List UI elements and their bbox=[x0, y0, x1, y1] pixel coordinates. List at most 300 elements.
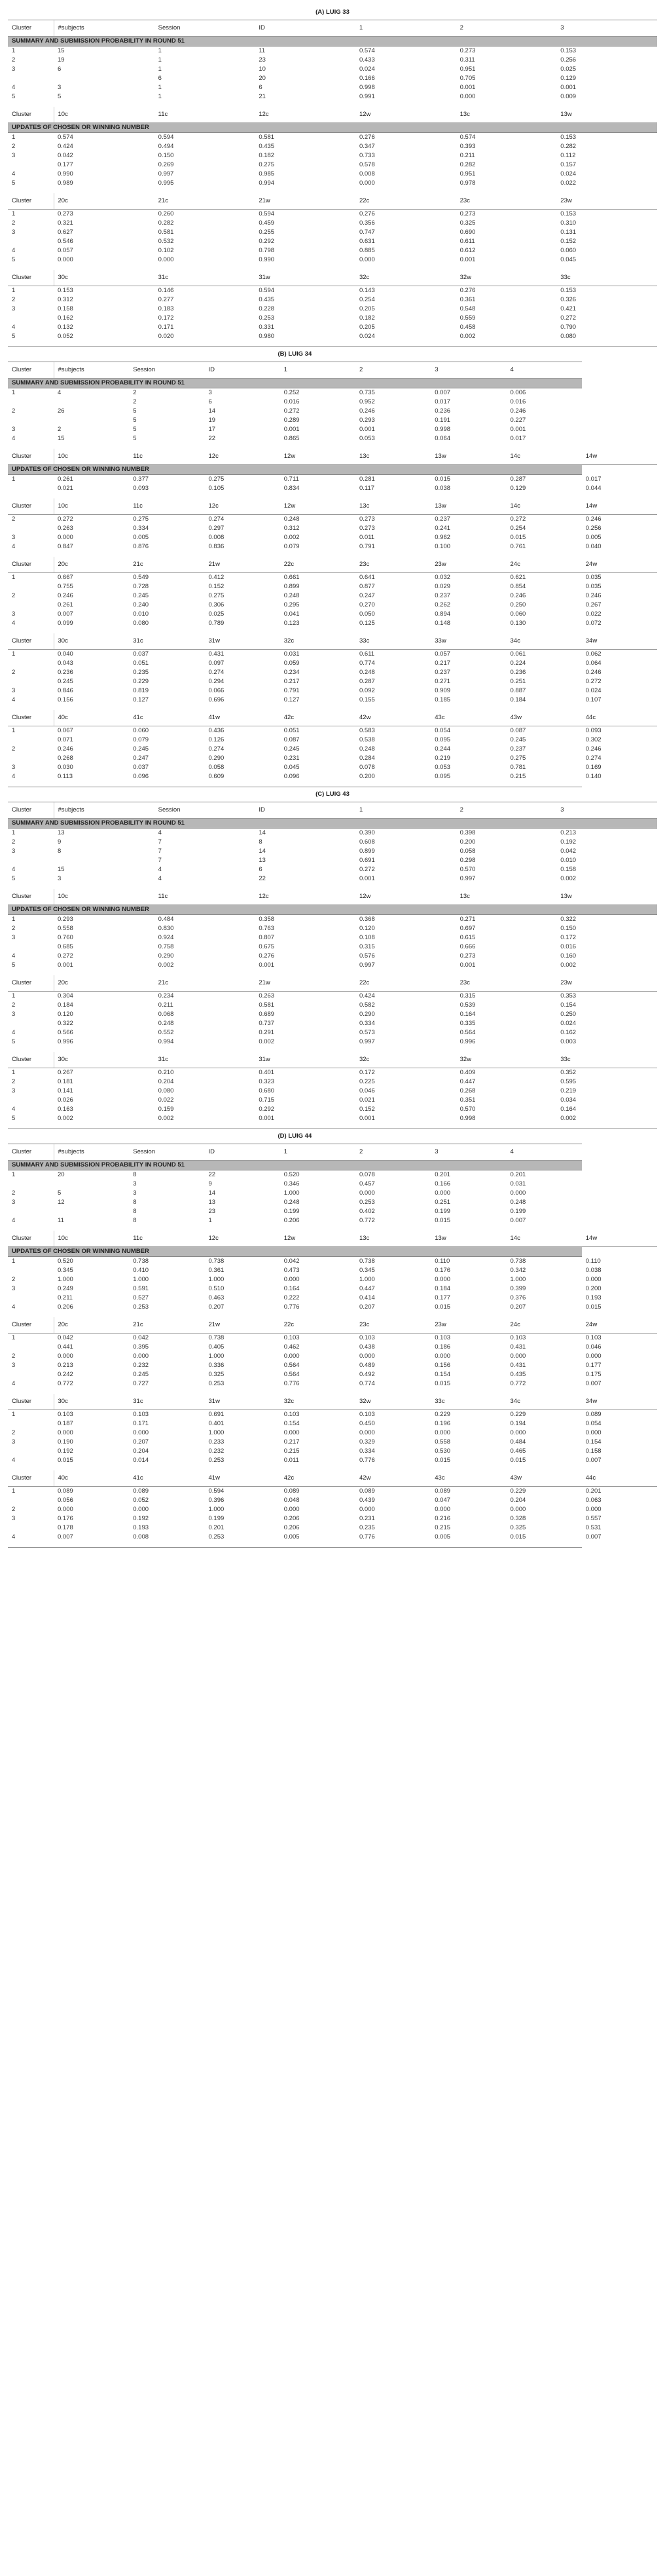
spacer-row bbox=[8, 705, 657, 710]
table-cell: 0.099 bbox=[58, 620, 73, 627]
table-cell: 0.435 bbox=[259, 296, 275, 303]
table-cell: 0.246 bbox=[58, 592, 73, 599]
table-cell: 0.017 bbox=[435, 398, 451, 405]
table-cell: 0.235 bbox=[359, 1524, 375, 1531]
table-row bbox=[8, 133, 657, 143]
table-cell: 0.998 bbox=[459, 1115, 476, 1122]
table-cell bbox=[8, 659, 54, 668]
table-cell: 4 bbox=[158, 866, 162, 873]
table-cell: 2 bbox=[12, 745, 16, 753]
header-cell: 41w bbox=[205, 710, 280, 726]
table-cell: 0.273 bbox=[359, 525, 375, 532]
table-cell: 1.000 bbox=[283, 1189, 300, 1197]
table-cell: 0.057 bbox=[435, 650, 451, 658]
table-cell: 15 bbox=[58, 47, 65, 54]
header-cell: 33c bbox=[556, 1052, 657, 1068]
table-cell: 0.089 bbox=[435, 1487, 451, 1495]
table-header-row bbox=[8, 449, 657, 465]
table-cell: 1 bbox=[12, 1258, 16, 1265]
table-row bbox=[8, 314, 657, 323]
table-cell: 0.172 bbox=[359, 1069, 375, 1076]
table-cell: 0.270 bbox=[359, 601, 375, 608]
header-cell: 32c bbox=[355, 1052, 456, 1068]
table-cell: 0.153 bbox=[560, 134, 577, 141]
table-cell: 0.830 bbox=[158, 925, 174, 932]
table-cell: 4 bbox=[12, 866, 16, 873]
table-cell: 0.192 bbox=[560, 838, 577, 846]
table-cell: 0.326 bbox=[560, 296, 577, 303]
table-row bbox=[8, 1114, 657, 1123]
spacer-row bbox=[8, 443, 657, 449]
header-cell: 33c bbox=[355, 633, 431, 650]
table-row bbox=[8, 228, 657, 237]
header-cell: 21c bbox=[154, 193, 255, 210]
table-cell: 0.738 bbox=[359, 1258, 375, 1265]
table-cell: 0.447 bbox=[359, 1285, 375, 1292]
table-cell: 0.237 bbox=[510, 745, 526, 753]
header-cell: 21w bbox=[255, 193, 355, 210]
table-row bbox=[8, 1266, 657, 1275]
table-cell: 0.204 bbox=[158, 1078, 174, 1085]
table-cell: 0.237 bbox=[435, 592, 451, 599]
table-cell: 0.899 bbox=[359, 848, 375, 855]
header-cell: 43c bbox=[431, 710, 506, 726]
header-cell: 42c bbox=[280, 1470, 355, 1487]
header-cell: 42w bbox=[355, 710, 431, 726]
table-cell: 1 bbox=[12, 1171, 16, 1178]
table-cell: 0.274 bbox=[208, 745, 225, 753]
table-cell: 0.060 bbox=[510, 610, 526, 618]
spacer bbox=[8, 493, 582, 498]
table-cell bbox=[8, 1343, 54, 1352]
table-cell: 0.000 bbox=[510, 1506, 526, 1513]
header-cell: 12c bbox=[205, 1231, 280, 1247]
table-cell: 0.689 bbox=[259, 1011, 275, 1018]
header-cell: 12c bbox=[205, 498, 280, 515]
table-cell: 0.989 bbox=[58, 179, 73, 187]
header-cell: 21w bbox=[205, 557, 280, 573]
table-cell: 0.334 bbox=[359, 1020, 375, 1027]
table-cell: 0.272 bbox=[585, 678, 602, 685]
table-cell: 0.047 bbox=[435, 1497, 451, 1504]
table-row bbox=[8, 829, 657, 838]
table-cell: 0.302 bbox=[585, 736, 602, 743]
table-cell: 3 bbox=[12, 934, 16, 941]
header-cell: 32w bbox=[456, 270, 557, 286]
table-cell: 0.245 bbox=[133, 592, 149, 599]
table-cell: 0.401 bbox=[259, 1069, 275, 1076]
header-cell: #subjects bbox=[54, 362, 129, 379]
table-cell: 0.210 bbox=[158, 1069, 174, 1076]
table-cell: 1 bbox=[12, 1334, 16, 1341]
header-cell: 23w bbox=[556, 975, 657, 992]
table-cell: 0.962 bbox=[435, 534, 451, 541]
table-cell: 0.245 bbox=[510, 736, 526, 743]
table-cell: 1 bbox=[158, 84, 162, 91]
table-cell: 0.001 bbox=[259, 1115, 275, 1122]
header-cell: 43c bbox=[431, 1470, 506, 1487]
table-row bbox=[8, 542, 657, 551]
table-cell: 0.248 bbox=[359, 669, 375, 676]
table-cell bbox=[54, 398, 129, 407]
table-row bbox=[8, 1487, 657, 1497]
table-cell: 0.275 bbox=[208, 476, 225, 483]
table-cell: 0.747 bbox=[359, 229, 375, 236]
section-table bbox=[8, 1129, 657, 1548]
header-cell: 12w bbox=[355, 107, 456, 123]
table-cell: 0.994 bbox=[158, 1038, 174, 1045]
table-cell: 1.000 bbox=[208, 1506, 225, 1513]
table-cell: 0.015 bbox=[435, 1303, 451, 1311]
table-cell: 5 bbox=[12, 1038, 16, 1045]
table-cell: 0.877 bbox=[359, 583, 375, 590]
table-cell: 0.325 bbox=[208, 1371, 225, 1378]
table-header-row bbox=[8, 193, 657, 210]
table-cell: 0.007 bbox=[58, 610, 73, 618]
table-cell: 0.237 bbox=[435, 669, 451, 676]
table-cell: 0.000 bbox=[585, 1506, 602, 1513]
table-cell: 0.310 bbox=[560, 219, 577, 227]
table-cell: 0.000 bbox=[585, 1353, 602, 1360]
table-cell: 3 bbox=[12, 152, 16, 159]
spacer-row bbox=[8, 1225, 657, 1231]
table-cell: 0.006 bbox=[510, 389, 526, 396]
table-cell: 0.272 bbox=[283, 407, 300, 415]
header-cell: Cluster bbox=[8, 710, 54, 726]
header-cell: 34c bbox=[507, 633, 582, 650]
header-cell: 20c bbox=[54, 557, 129, 573]
spacer-row bbox=[8, 551, 657, 557]
table-cell: 0.123 bbox=[283, 620, 300, 627]
table-cell: 0.087 bbox=[283, 736, 300, 743]
table-cell: 0.549 bbox=[133, 574, 149, 581]
header-cell: 34c bbox=[507, 1394, 582, 1410]
table-cell: 0.272 bbox=[359, 866, 375, 873]
table-cell: 3 bbox=[12, 1362, 16, 1369]
table-row bbox=[8, 847, 657, 856]
header-cell: 4 bbox=[507, 1144, 582, 1161]
header-cell: 13c bbox=[456, 107, 557, 123]
spacer-row bbox=[8, 628, 657, 633]
table-row bbox=[8, 295, 657, 305]
table-cell: 0.031 bbox=[283, 650, 300, 658]
table-cell: 0.564 bbox=[283, 1362, 300, 1369]
table-row bbox=[8, 1037, 657, 1047]
table-cell: 0.807 bbox=[259, 934, 275, 941]
header-cell: 23w bbox=[431, 1317, 506, 1334]
section-title: (A) LUIG 33 bbox=[8, 5, 657, 20]
section-banner-row bbox=[8, 379, 657, 388]
table-cell: 12 bbox=[58, 1199, 65, 1206]
table-cell: 0.675 bbox=[259, 943, 275, 950]
table-row bbox=[8, 961, 657, 970]
table-cell: 11 bbox=[259, 47, 266, 54]
table-cell: 0.199 bbox=[208, 1515, 225, 1522]
header-cell: 24c bbox=[507, 557, 582, 573]
table-cell: 0.100 bbox=[435, 543, 451, 550]
table-cell: 5 bbox=[12, 93, 16, 100]
table-cell: 0.187 bbox=[58, 1420, 73, 1427]
table-cell: 0.733 bbox=[359, 152, 375, 159]
table-cell: 2 bbox=[58, 426, 62, 433]
table-cell: 0.015 bbox=[510, 1533, 526, 1540]
table-row bbox=[8, 56, 657, 65]
table-cell: 0.000 bbox=[510, 1429, 526, 1436]
table-cell: 0.527 bbox=[133, 1294, 149, 1301]
spacer-row bbox=[8, 1047, 657, 1052]
table-cell: 2 bbox=[12, 1429, 16, 1436]
table-cell: 2 bbox=[12, 143, 16, 150]
table-cell: 0.462 bbox=[283, 1343, 300, 1351]
table-cell: 2 bbox=[12, 296, 16, 303]
header-cell: 42c bbox=[280, 710, 355, 726]
table-cell: 0.129 bbox=[560, 75, 577, 82]
table-cell: 0.143 bbox=[359, 287, 375, 294]
table-row bbox=[8, 1343, 657, 1352]
table-cell: 0.001 bbox=[459, 256, 476, 263]
table-cell: 0.096 bbox=[283, 773, 300, 780]
table-cell: 0.207 bbox=[133, 1438, 149, 1446]
table-cell: 2 bbox=[12, 407, 16, 415]
table-cell: 2 bbox=[133, 389, 137, 396]
table-cell: 5 bbox=[12, 875, 16, 882]
header-cell: 22c bbox=[280, 1317, 355, 1334]
table-cell: 0.211 bbox=[58, 1294, 73, 1301]
table-cell: 0.060 bbox=[560, 247, 577, 254]
header-cell: Session bbox=[154, 802, 255, 819]
section-banner: UPDATES OF CHOSEN OR WINNING NUMBER bbox=[8, 465, 582, 475]
table-cell: 1 bbox=[208, 1217, 212, 1224]
header-cell: 44c bbox=[582, 1470, 657, 1487]
table-row bbox=[8, 92, 657, 102]
table-row bbox=[8, 1438, 657, 1447]
table-cell: 0.865 bbox=[283, 435, 300, 442]
spacer-row bbox=[8, 341, 657, 347]
table-cell: 9 bbox=[208, 1180, 212, 1187]
header-cell: 11c bbox=[129, 1231, 204, 1247]
table-cell: 0.520 bbox=[58, 1258, 73, 1265]
table-cell: 0.215 bbox=[435, 1524, 451, 1531]
table-row bbox=[8, 659, 657, 668]
spacer bbox=[8, 1225, 582, 1231]
table-row bbox=[8, 475, 657, 485]
table-cell: 1 bbox=[12, 47, 16, 54]
table-cell: 0.064 bbox=[585, 660, 602, 667]
table-cell: 2 bbox=[12, 669, 16, 676]
table-cell: 0.790 bbox=[560, 324, 577, 331]
table-cell: 0.246 bbox=[58, 745, 73, 753]
table-cell: 0.435 bbox=[259, 143, 275, 150]
table-row bbox=[8, 388, 657, 398]
header-cell: 31w bbox=[205, 1394, 280, 1410]
table-cell: 0.282 bbox=[158, 219, 174, 227]
header-cell: 30c bbox=[54, 1394, 129, 1410]
table-cell: 0.242 bbox=[58, 1371, 73, 1378]
table-cell: 0.402 bbox=[359, 1208, 375, 1215]
table-cell: 0.155 bbox=[359, 696, 375, 703]
table-cell: 0.574 bbox=[459, 134, 476, 141]
table-cell: 0.037 bbox=[133, 764, 149, 771]
table-cell: 0.581 bbox=[259, 1001, 275, 1009]
table-cell: 0.697 bbox=[459, 925, 476, 932]
table-cell: 0.358 bbox=[259, 916, 275, 923]
table-cell: 3 bbox=[58, 875, 62, 882]
table-cell: 0.177 bbox=[585, 1362, 602, 1369]
table-cell: 0.001 bbox=[283, 426, 300, 433]
header-cell: 14c bbox=[507, 449, 582, 465]
table-cell: 0.996 bbox=[58, 1038, 73, 1045]
table-cell: 0.011 bbox=[359, 534, 375, 541]
table-cell: 4 bbox=[12, 247, 16, 254]
table-cell: 4 bbox=[12, 1217, 16, 1224]
table-cell: 0.494 bbox=[158, 143, 174, 150]
table-cell: 0.103 bbox=[133, 1411, 149, 1418]
table-cell: 5 bbox=[12, 333, 16, 340]
section-title-row bbox=[8, 1129, 657, 1144]
table-cell: 0.247 bbox=[359, 592, 375, 599]
section-banner: UPDATES OF CHOSEN OR WINNING NUMBER bbox=[8, 905, 657, 915]
table-cell: 0.185 bbox=[435, 696, 451, 703]
table-row bbox=[8, 745, 657, 754]
table-cell: 1.000 bbox=[359, 1276, 375, 1283]
table-cell: 0.247 bbox=[133, 755, 149, 762]
header-cell: 21w bbox=[255, 975, 355, 992]
table-cell: 0.057 bbox=[58, 247, 73, 254]
table-cell: 0.184 bbox=[58, 1001, 73, 1009]
table-cell: 0.103 bbox=[58, 1411, 73, 1418]
table-cell: 0.000 bbox=[58, 1506, 73, 1513]
table-cell: 0.899 bbox=[283, 583, 300, 590]
table-cell: 0.570 bbox=[459, 866, 476, 873]
table-cell: 0.201 bbox=[510, 1171, 526, 1178]
table-cell: 0.015 bbox=[510, 534, 526, 541]
table-cell: 0.038 bbox=[585, 1267, 602, 1274]
table-row bbox=[8, 1456, 657, 1465]
table-cell: 0.492 bbox=[359, 1371, 375, 1378]
table-cell: 0.044 bbox=[585, 485, 602, 492]
table-cell: 0.985 bbox=[259, 170, 275, 177]
table-cell: 0.791 bbox=[283, 687, 300, 694]
table-cell bbox=[8, 943, 54, 952]
header-cell: 2 bbox=[456, 802, 557, 819]
table-cell: 6 bbox=[208, 398, 212, 405]
table-cell: 0.232 bbox=[133, 1362, 149, 1369]
table-header-row bbox=[8, 1394, 657, 1410]
table-cell: 0.234 bbox=[283, 669, 300, 676]
table-cell: 0.254 bbox=[359, 296, 375, 303]
spacer bbox=[8, 1465, 582, 1470]
table-cell: 0.275 bbox=[510, 755, 526, 762]
spacer-row bbox=[8, 1542, 657, 1548]
table-cell: 0.727 bbox=[133, 1380, 149, 1387]
table-cell bbox=[8, 524, 54, 533]
table-cell: 6 bbox=[259, 866, 262, 873]
header-cell: 3 bbox=[431, 1144, 506, 1161]
table-cell bbox=[8, 1447, 54, 1456]
table-cell: 0.089 bbox=[585, 1411, 602, 1418]
table-cell: 0.000 bbox=[435, 1506, 451, 1513]
table-cell: 0.058 bbox=[459, 848, 476, 855]
table-cell: 0.015 bbox=[435, 1380, 451, 1387]
table-cell: 0.254 bbox=[510, 525, 526, 532]
table-cell: 0.007 bbox=[585, 1380, 602, 1387]
table-cell: 0.306 bbox=[208, 601, 225, 608]
table-cell: 0.040 bbox=[58, 650, 73, 658]
table-cell: 0.120 bbox=[58, 1011, 73, 1018]
table-cell: 0.169 bbox=[585, 764, 602, 771]
table-cell: 2 bbox=[12, 1506, 16, 1513]
table-row bbox=[8, 332, 657, 341]
header-cell: 2 bbox=[456, 20, 557, 37]
table-cell: 0.201 bbox=[208, 1524, 225, 1531]
table-cell: 0.248 bbox=[283, 515, 300, 523]
header-cell: Cluster bbox=[8, 1231, 54, 1247]
header-cell: 43w bbox=[507, 1470, 582, 1487]
table-cell: 0.246 bbox=[510, 407, 526, 415]
table-cell: 10 bbox=[259, 65, 266, 73]
header-cell: #subjects bbox=[54, 20, 154, 37]
table-cell: 0.609 bbox=[208, 773, 225, 780]
table-cell: 0.834 bbox=[283, 485, 300, 492]
header-cell: 24w bbox=[582, 557, 657, 573]
table-cell: 0.253 bbox=[208, 1380, 225, 1387]
table-cell: 2 bbox=[12, 592, 16, 599]
spacer-row bbox=[8, 1465, 657, 1470]
table-cell: 0.615 bbox=[459, 934, 476, 941]
table-row bbox=[8, 772, 657, 781]
table-row bbox=[8, 1019, 657, 1028]
table-cell: 0.053 bbox=[359, 435, 375, 442]
table-cell: 0.990 bbox=[259, 256, 275, 263]
table-cell: 0.758 bbox=[158, 943, 174, 950]
table-cell: 0.276 bbox=[259, 952, 275, 960]
header-cell: 10c bbox=[54, 449, 129, 465]
table-cell: 20 bbox=[58, 1171, 65, 1178]
table-cell: 0.431 bbox=[208, 650, 225, 658]
table-cell: 0.102 bbox=[158, 247, 174, 254]
table-cell: 0.001 bbox=[560, 84, 577, 91]
table-cell: 0.234 bbox=[158, 992, 174, 999]
table-cell: 0.206 bbox=[283, 1217, 300, 1224]
table-cell: 0.024 bbox=[560, 170, 577, 177]
table-cell: 0.051 bbox=[133, 660, 149, 667]
header-cell: 12c bbox=[205, 449, 280, 465]
table-cell: 4 bbox=[12, 952, 16, 960]
table-cell: 0.237 bbox=[435, 515, 451, 523]
table-cell: 0.087 bbox=[510, 727, 526, 734]
header-cell: 4 bbox=[507, 362, 582, 379]
table-cell: 0.244 bbox=[435, 745, 451, 753]
table-cell: 0.089 bbox=[58, 1487, 73, 1495]
table-cell: 0.611 bbox=[459, 238, 475, 245]
table-cell: 0.079 bbox=[283, 543, 300, 550]
table-cell: 0.206 bbox=[283, 1524, 300, 1531]
table-cell: 0.196 bbox=[435, 1420, 451, 1427]
table-header-row bbox=[8, 1231, 657, 1247]
table-cell: 0.282 bbox=[560, 143, 577, 150]
table-cell: 0.433 bbox=[359, 56, 375, 64]
table-cell: 0.275 bbox=[208, 592, 225, 599]
header-cell: 31w bbox=[255, 1052, 355, 1068]
table-cell: 11 bbox=[58, 1217, 64, 1224]
table-cell: 0.079 bbox=[133, 736, 149, 743]
table-cell: 0.276 bbox=[359, 134, 375, 141]
table-cell: 0.166 bbox=[359, 75, 375, 82]
header-cell: ID bbox=[205, 362, 280, 379]
table-cell: 0.164 bbox=[283, 1285, 300, 1292]
spacer bbox=[8, 443, 582, 449]
table-cell: 0.068 bbox=[158, 1011, 174, 1018]
